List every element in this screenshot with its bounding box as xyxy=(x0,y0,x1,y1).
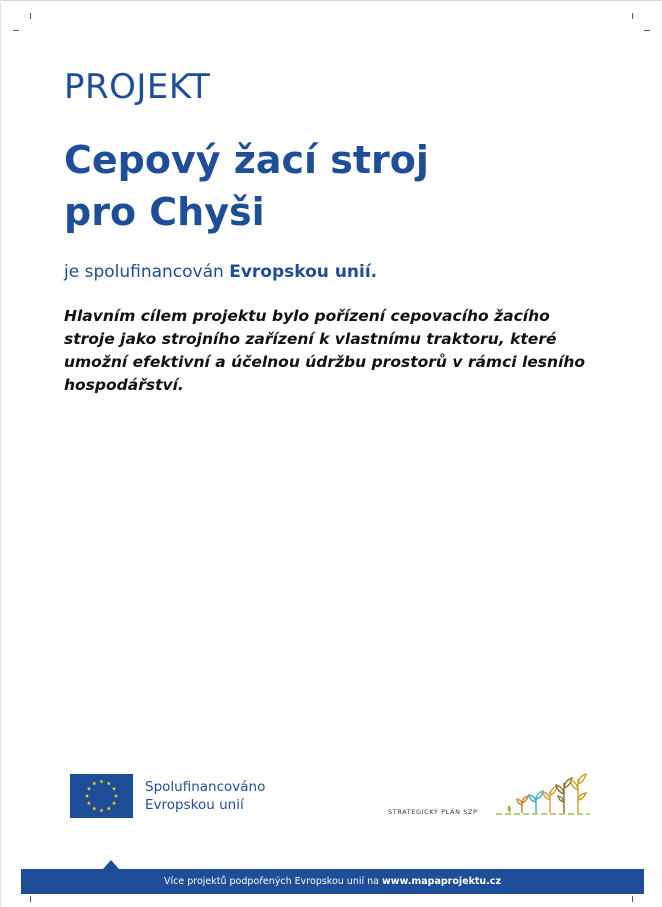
cofinanced-prefix: je spolufinancován xyxy=(64,262,230,282)
crop-mark xyxy=(632,13,633,19)
footer-bar xyxy=(21,869,644,894)
strategic-plan-label: STRATEGICKÝ PLÁN SZP xyxy=(388,808,478,816)
crop-mark xyxy=(30,13,31,19)
eu-flag-icon xyxy=(70,774,133,818)
cofinanced-emphasis: Evropskou unií. xyxy=(229,262,378,282)
eu-cofinancing-logo xyxy=(70,774,265,818)
project-title-line2: pro Chyši xyxy=(64,190,265,234)
eu-logo-line1: Spolufinancováno xyxy=(145,779,266,795)
footer-pointer xyxy=(103,860,119,869)
crop-mark xyxy=(644,30,650,31)
project-title xyxy=(64,134,624,238)
eu-logo-line2: Evropskou unií xyxy=(145,797,244,813)
project-title-line1: Cepový žací stroj xyxy=(64,138,429,182)
project-kicker: PROJEKT xyxy=(64,67,211,107)
footer-link[interactable]: www.mapaprojektu.cz xyxy=(382,876,501,887)
crop-mark xyxy=(30,896,31,902)
seedlings-icon xyxy=(492,772,592,818)
cofinanced-statement xyxy=(64,262,377,282)
project-description: Hlavním cílem projektu bylo pořízení cepovacího žacího stroje jako strojního zařízení k vlastnímu traktoru, které umožní efektivní a účelnou údržbu prostorů v rámci lesního hospodářství. xyxy=(64,307,586,394)
eu-logo-text xyxy=(145,778,265,814)
strategic-plan-logo xyxy=(388,772,598,822)
page-edge-left xyxy=(0,0,1,907)
crop-mark xyxy=(632,896,633,902)
page-edge-top xyxy=(0,0,662,1)
footer-text: Více projektů podpořených Evropskou unií na xyxy=(164,876,383,887)
crop-mark xyxy=(13,30,19,31)
